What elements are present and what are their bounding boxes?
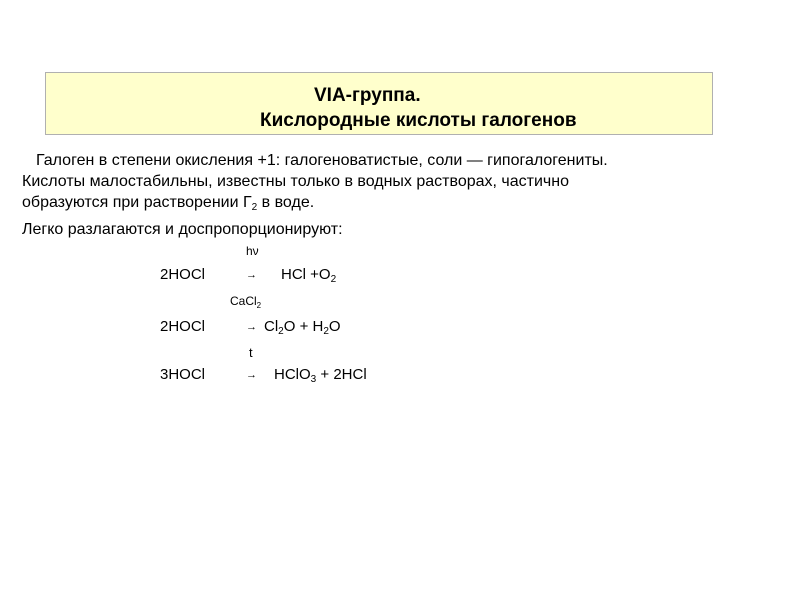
reaction-3-reactant: 3HOCl: [160, 366, 206, 383]
paragraph-formation-subscript: 2: [251, 202, 258, 213]
reaction-2-product-subscript-a: 2: [278, 326, 284, 337]
reaction-2-arrow: →: [246, 321, 257, 333]
paragraph-formation-text: образуются при растворении Г: [22, 194, 252, 211]
reaction-3-product-subscript: 3: [310, 374, 317, 385]
reaction-2-product-text-c: O: [328, 318, 341, 335]
reaction-2-product-text-b: O + H: [283, 318, 324, 335]
reaction-3-arrow: →: [246, 369, 257, 381]
paragraph-decomposition: Легко разлагаются и доспропорционируют:: [22, 221, 343, 238]
title-topic: Кислородные кислоты галогенов: [260, 110, 577, 131]
reaction-1-product-text: HCl +O: [281, 266, 331, 283]
paragraph-stability: Кислоты малостабильны, известны только в водных растворах, частично: [22, 173, 569, 190]
reaction-3-condition: t: [249, 345, 253, 360]
reaction-2-condition: [230, 294, 261, 310]
reaction-1-product: [281, 266, 336, 285]
reaction-2-product-subscript-b: 2: [323, 326, 329, 337]
reaction-2-condition-text: CaCl: [230, 294, 257, 308]
paragraph-formation-text-end: в воде.: [257, 194, 315, 211]
reaction-1-arrow: →: [246, 269, 257, 281]
reaction-1-condition: hν: [246, 244, 259, 258]
reaction-1-reactant: 2HOCl: [160, 266, 206, 283]
reaction-3-product-text-b: + 2HCl: [316, 366, 367, 383]
reaction-2-condition-subscript: 2: [256, 301, 262, 310]
reaction-1-product-subscript: 2: [330, 274, 337, 285]
title-group: VIA-группа.: [314, 85, 421, 106]
title-box: [45, 72, 713, 135]
reaction-2-reactant: 2HOCl: [160, 318, 206, 335]
paragraph-oxidation-state: Галоген в степени окисления +1: галогеноватистые, соли — гипогалогениты.: [36, 152, 608, 169]
reaction-2-product-text-a: Cl: [264, 318, 279, 335]
reaction-3-product: [274, 366, 367, 385]
paragraph-formation: [22, 192, 314, 218]
reaction-2-product: [264, 318, 341, 337]
reaction-3-product-text-a: HClO: [274, 366, 311, 383]
